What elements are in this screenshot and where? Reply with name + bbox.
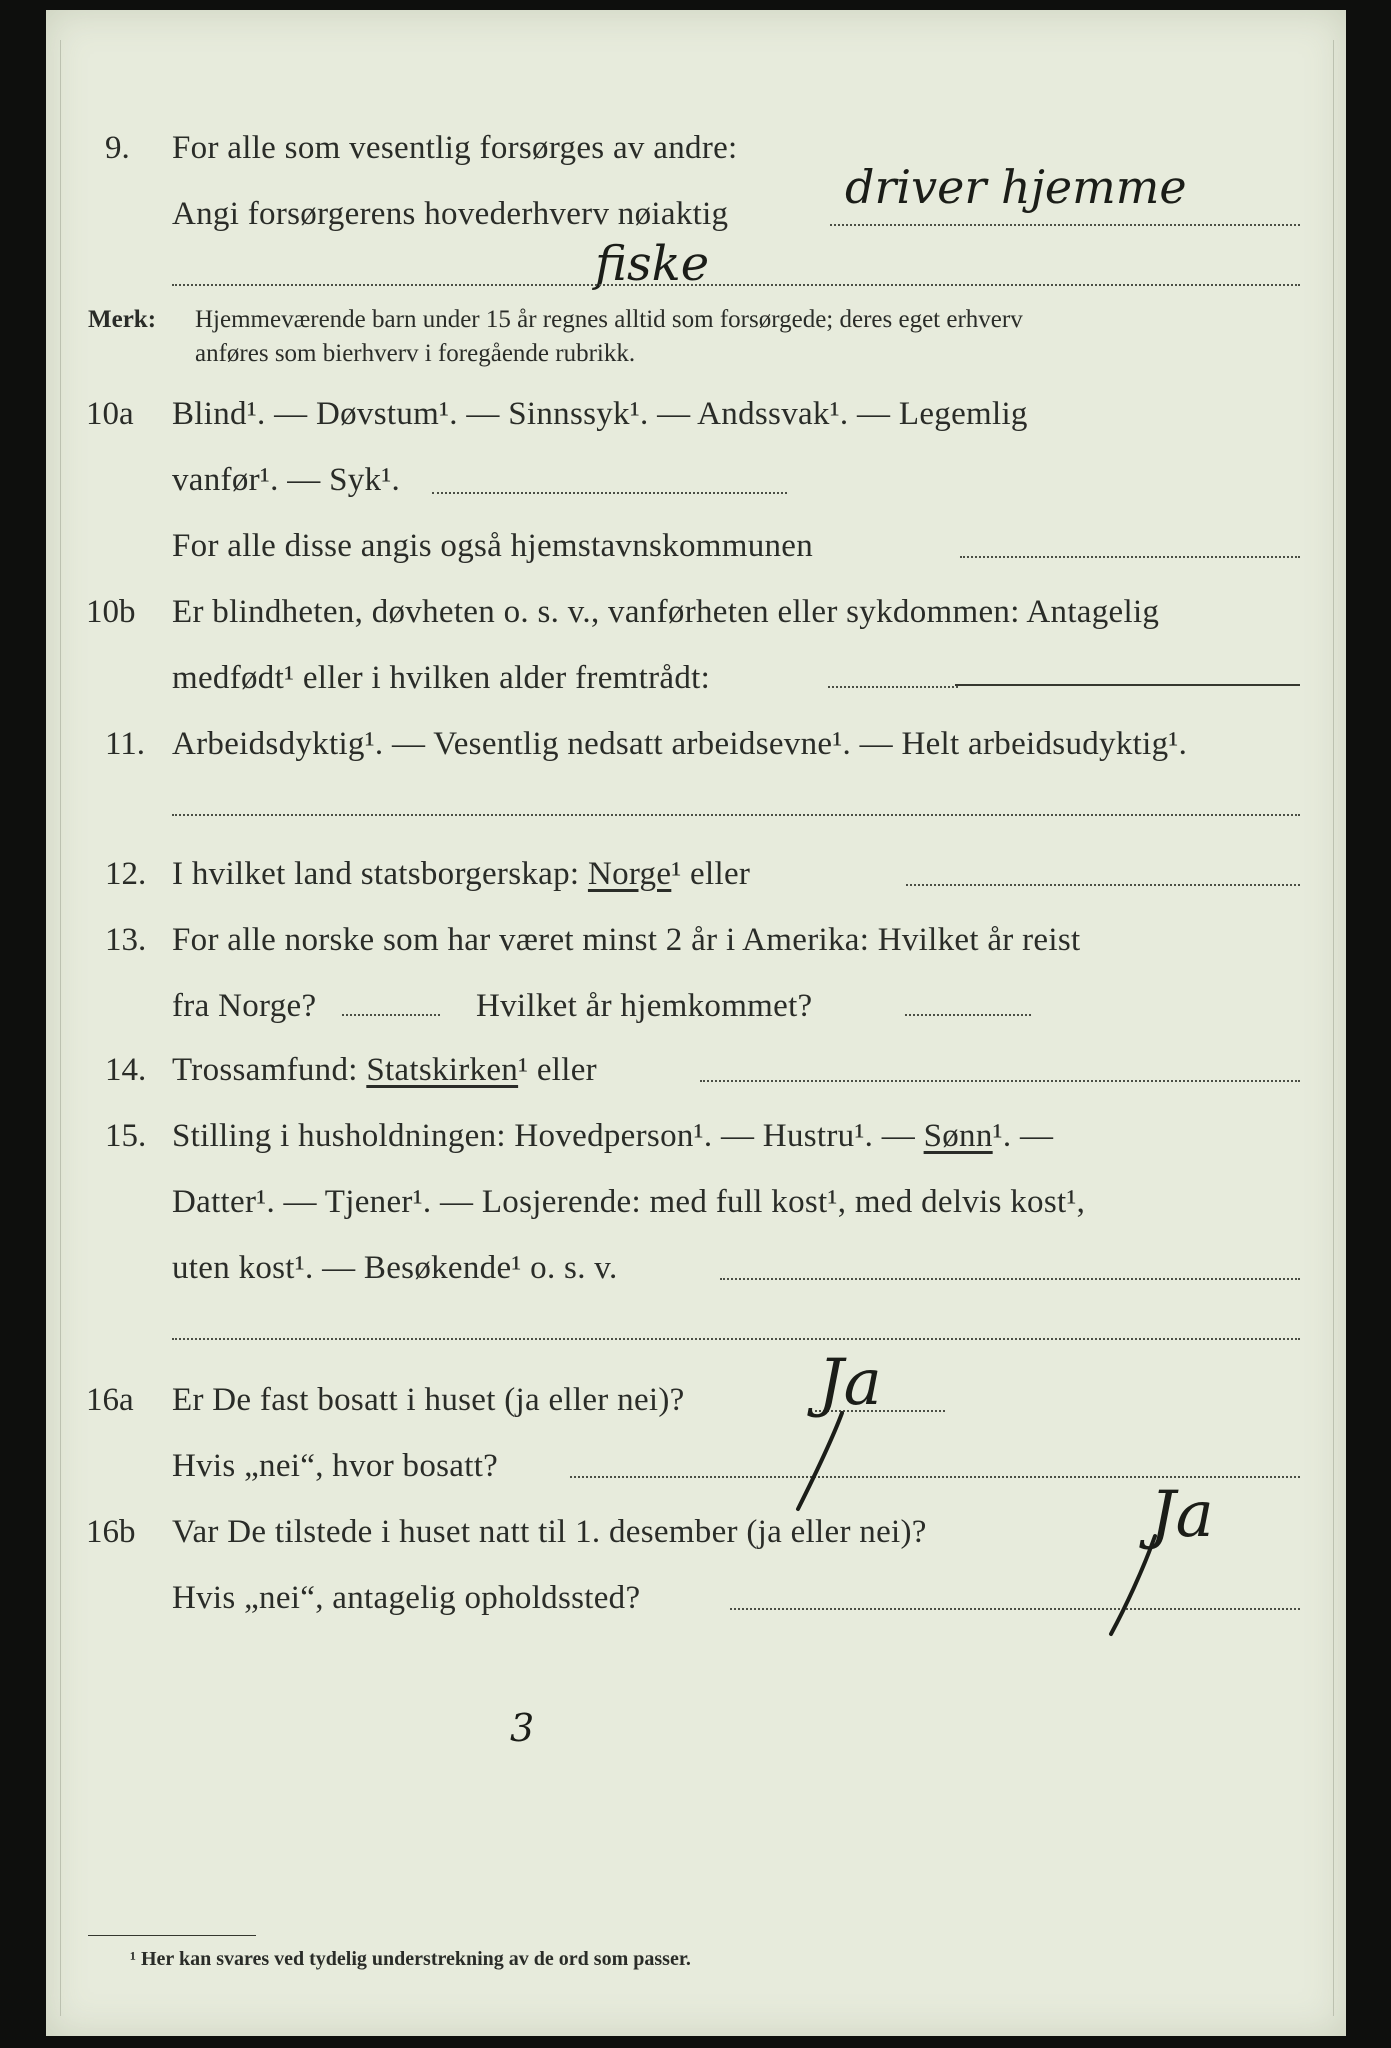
q10b-line1: Er blindheten, døvheten o. s. v., vanførheten eller sykdommen: Antagelig [172, 594, 1160, 630]
q15-line3: uten kost¹. — Besøkende¹ o. s. v. [172, 1250, 618, 1286]
q16a-line2: Hvis „nei“, hvor bosatt? [172, 1448, 499, 1484]
q12-number: 12. [105, 856, 147, 892]
q10a-line1: Blind¹. — Døvstum¹. — Sinnssyk¹. — Andssvak¹. — Legemlig [172, 396, 1028, 432]
q16b-ditto-stroke [1095, 1530, 1175, 1640]
q14-prefix: Trossamfund: [172, 1052, 358, 1088]
pencil-mark: 3 [510, 1706, 535, 1750]
q9-answer-line [830, 224, 1300, 226]
q13-number: 13. [105, 922, 147, 958]
q13-hjemkommet-line [905, 1014, 1031, 1016]
q10a-line3: For alle disse angis også hjemstavnskommunen [172, 528, 814, 564]
q12-prefix: I hvilket land statsborgerskap: [172, 856, 580, 892]
q16b-opholdssted-line [730, 1608, 1300, 1610]
q15-line1b: ¹. — [992, 1118, 1054, 1154]
q12-norge-underlined: Norge [587, 856, 672, 892]
q14-statskirken-underlined: Statskirken [366, 1052, 519, 1088]
q16a-number: 16a [86, 1382, 134, 1418]
merk-line2: anføres som bierhverv i foregående rubrikk. [195, 340, 636, 367]
q13-reist-line [342, 1014, 440, 1016]
q10a-kommune-line [960, 556, 1300, 558]
q9-line1: For alle som vesentlig forsørges av andre: [172, 130, 738, 166]
q9-handwritten-answer2: fiske [595, 236, 710, 292]
q16a-line1: Er De fast bosatt i huset (ja eller nei)? [172, 1382, 685, 1418]
footnote-text: ¹ Her kan svares ved tydelig understrekning av de ord som passer. [130, 1948, 691, 1970]
q14-answer-line [700, 1080, 1300, 1082]
merk-label: Merk: [88, 306, 157, 333]
q16b-number: 16b [86, 1514, 136, 1550]
q13-line2a: fra Norge? [172, 988, 317, 1024]
q10a-line2: vanfør¹. — Syk¹. [172, 462, 401, 498]
q10a-syk-line [432, 492, 787, 494]
q9-line2: Angi forsørgerens hovederhverv nøiaktig [172, 196, 729, 232]
q16a-ditto-stroke [780, 1405, 860, 1515]
footnote-rule [88, 1935, 256, 1936]
q16a-handwritten-answer: Ja [818, 1346, 882, 1420]
q14-suffix: ¹ eller [518, 1052, 597, 1088]
q9-handwritten-answer1: driver hjemme [845, 160, 1187, 214]
q15-number: 15. [105, 1118, 147, 1154]
q15-second-line [172, 1338, 1300, 1340]
q16b-line1: Var De tilstede i huset natt til 1. desember (ja eller nei)? [172, 1514, 927, 1550]
q14-text [172, 1052, 597, 1089]
q12-text [172, 856, 750, 893]
q11-line1: Arbeidsdyktig¹. — Vesentlig nedsatt arbeidsevne¹. — Helt arbeidsudyktig¹. [172, 726, 1188, 762]
q12-suffix: ¹ eller [671, 856, 751, 892]
q15-line2: Datter¹. — Tjener¹. — Losjerende: med full kost¹, med delvis kost¹, [172, 1184, 1086, 1220]
q9-number: 9. [105, 130, 130, 166]
q9-second-line [172, 284, 1300, 286]
right-margin-line [1333, 40, 1334, 2016]
q15-sonn-underlined: Sønn [923, 1118, 993, 1154]
q13-line1: For alle norske som har været minst 2 år i Amerika: Hvilket år reist [172, 922, 1081, 958]
left-margin-line [60, 40, 61, 2016]
q11-number: 11. [105, 726, 146, 762]
q10b-solid-line [955, 684, 1300, 686]
q10a-number: 10a [86, 396, 134, 432]
q16b-line2: Hvis „nei“, antagelig opholdssted? [172, 1580, 641, 1616]
q10b-number: 10b [86, 594, 136, 630]
q15-line1 [172, 1118, 1053, 1155]
q15-line1a: Stilling i husholdningen: Hovedperson¹. — Hustru¹. — [172, 1118, 916, 1154]
q15-answer-line [720, 1278, 1300, 1280]
q16b-handwritten-answer: Ja [1150, 1478, 1214, 1552]
q10b-line2: medfødt¹ eller i hvilken alder fremtrådt: [172, 660, 711, 696]
q10b-dotted-line [828, 686, 958, 688]
q13-line2b: Hvilket år hjemkommet? [476, 988, 813, 1024]
q14-number: 14. [105, 1052, 147, 1088]
merk-line1: Hjemmeværende barn under 15 år regnes alltid som forsørgede; deres eget erhverv [195, 306, 1023, 333]
q11-answer-line [172, 814, 1300, 816]
q12-answer-line [906, 884, 1300, 886]
